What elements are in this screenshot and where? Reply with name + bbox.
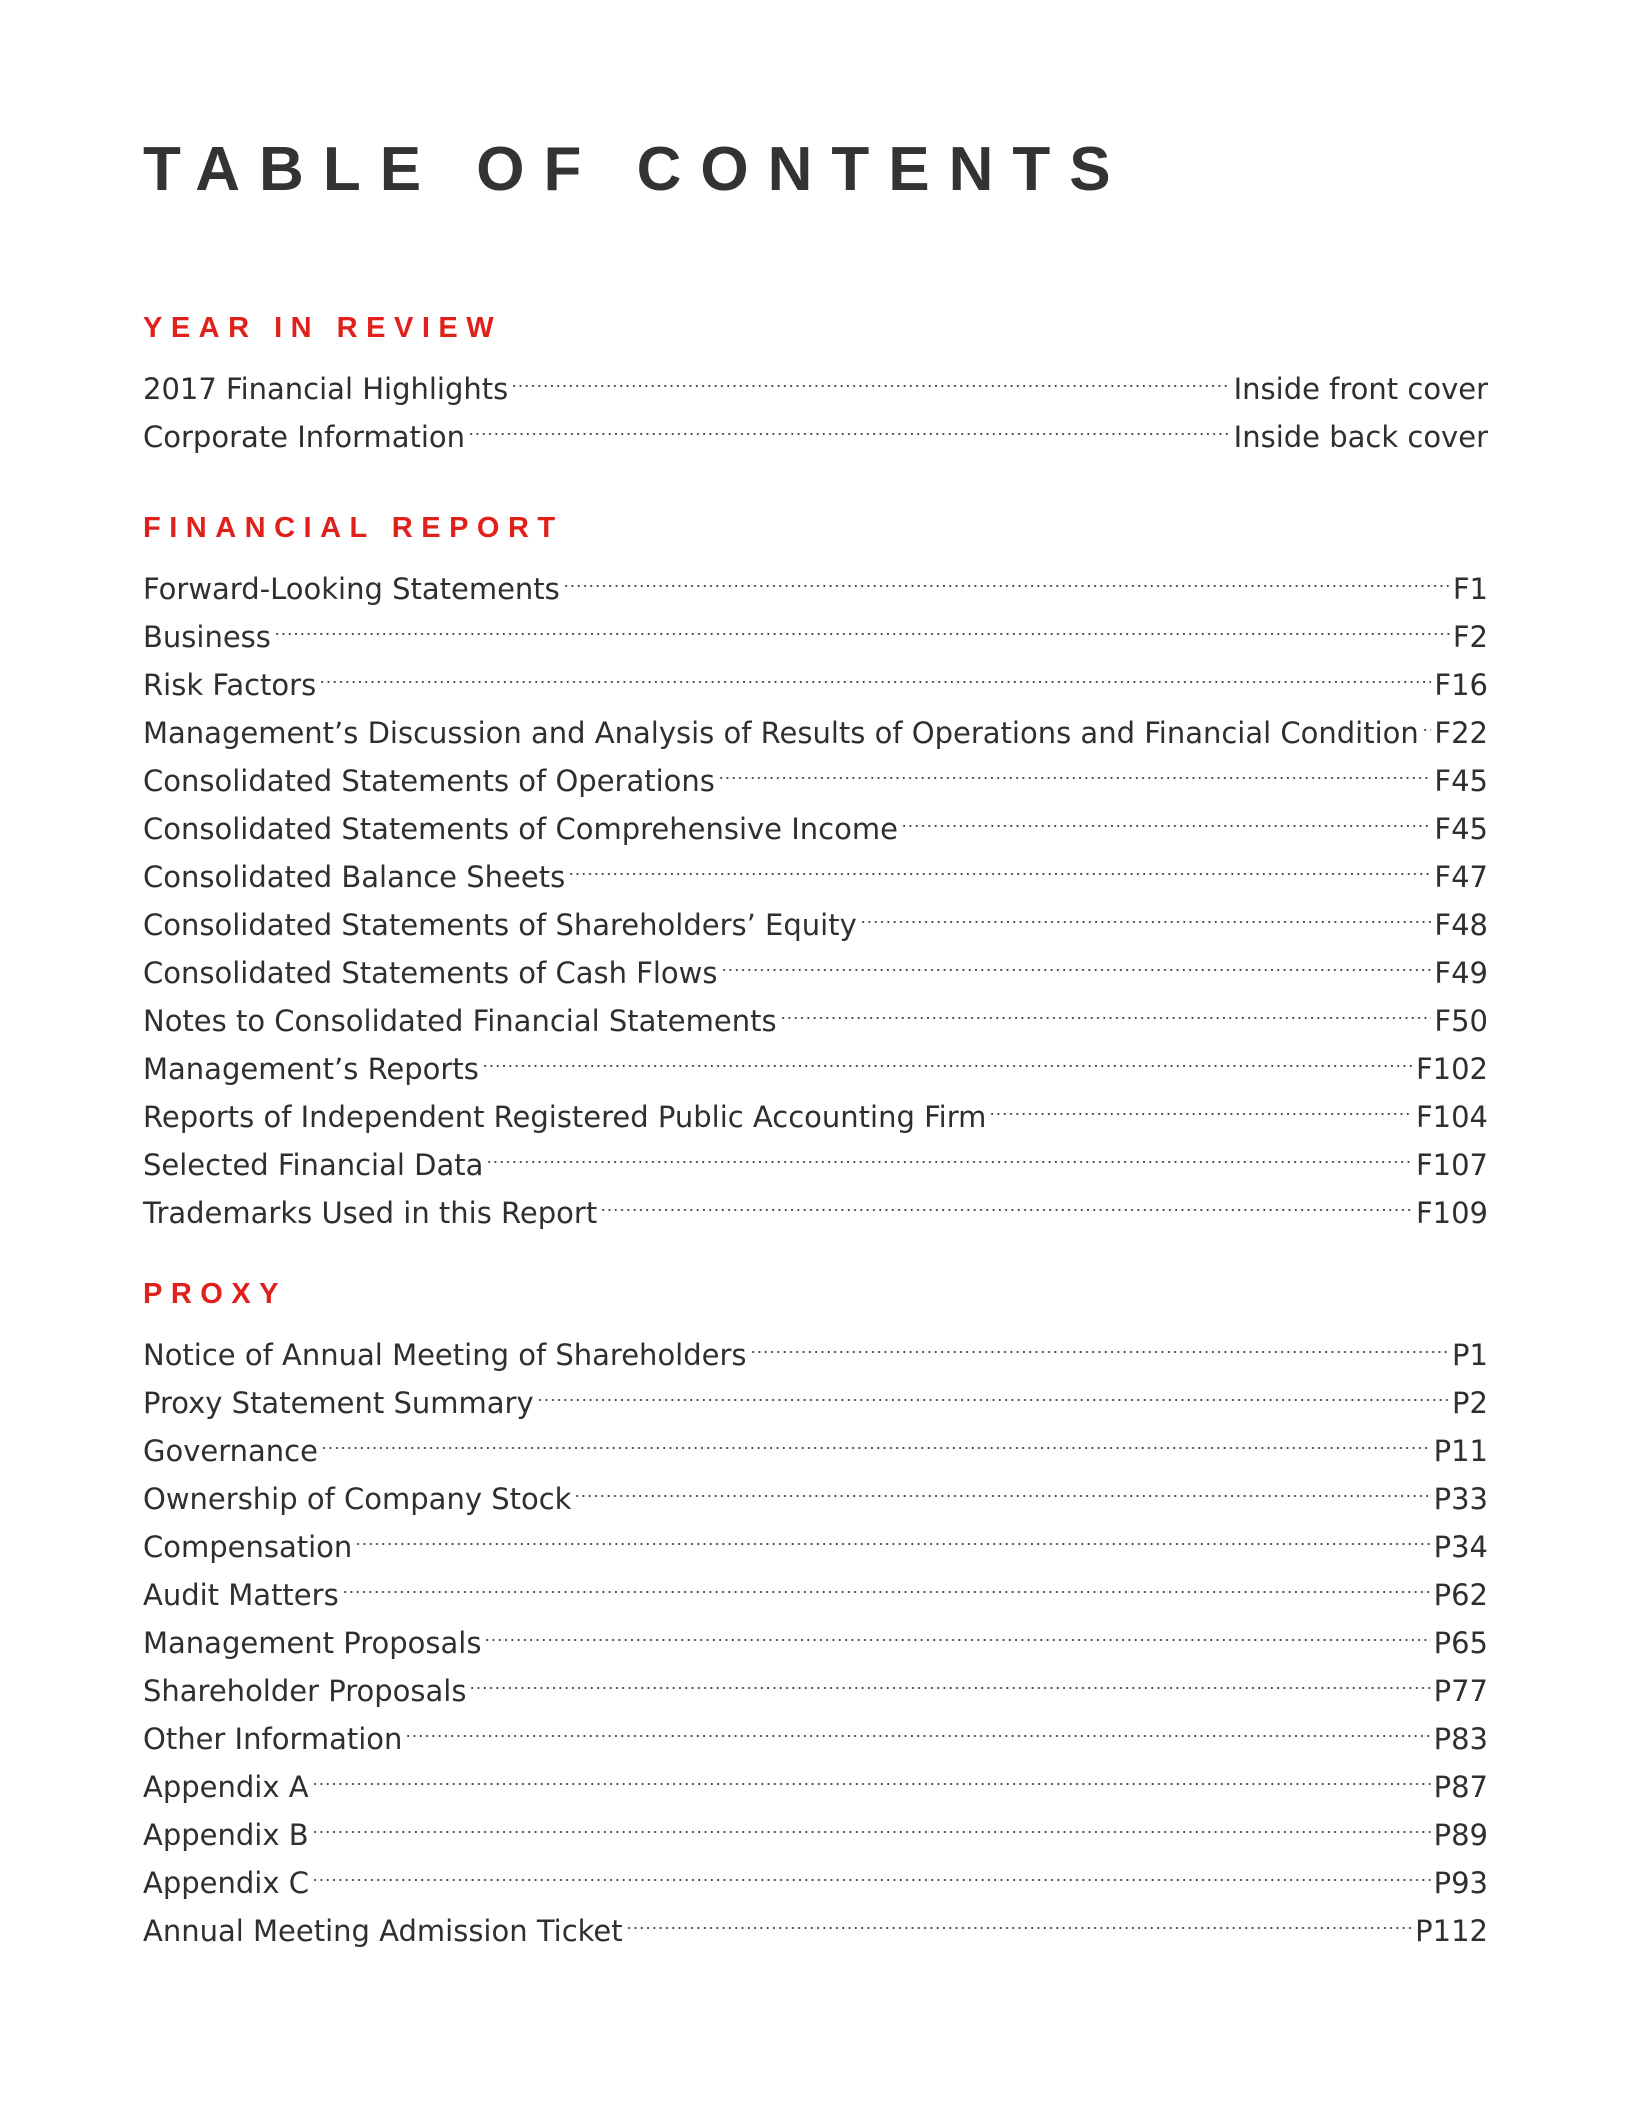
dot-leader	[482, 1031, 1413, 1079]
toc-entry-page: F47	[1434, 860, 1488, 894]
toc-entry-page: P11	[1433, 1434, 1488, 1468]
toc-entry-page: F102	[1415, 1052, 1488, 1086]
toc-entry-title: Risk Factors	[143, 668, 317, 702]
toc-entry-page: P77	[1433, 1674, 1488, 1708]
toc-entry-page: Inside front cover	[1233, 372, 1488, 406]
toc-entry-title: Business	[143, 620, 271, 654]
toc-entry[interactable]	[143, 351, 1488, 406]
toc-entry-page: F109	[1415, 1196, 1488, 1230]
toc-entry-page: F48	[1434, 908, 1488, 942]
toc-entry-page: Inside back cover	[1233, 420, 1488, 454]
toc-entry-title: Corporate Information	[143, 420, 466, 454]
dot-leader	[405, 1701, 1430, 1749]
toc-entry-title: Compensation	[143, 1530, 353, 1564]
toc-page	[143, 130, 1488, 1948]
dot-leader	[600, 1175, 1413, 1223]
dot-leader	[484, 1605, 1430, 1653]
toc-entry-page: F104	[1415, 1100, 1488, 1134]
toc-entry[interactable]	[143, 695, 1488, 750]
toc-entry-page: P62	[1433, 1578, 1488, 1612]
dot-leader	[718, 743, 1432, 791]
toc-entry-title: Appendix A	[143, 1770, 309, 1804]
toc-entry[interactable]	[143, 599, 1488, 654]
dot-leader	[312, 1749, 1431, 1797]
toc-entry-page: F16	[1434, 668, 1488, 702]
toc-entry-page: F107	[1415, 1148, 1488, 1182]
toc-entry-title: Shareholder Proposals	[143, 1674, 467, 1708]
toc-entries	[143, 1317, 1488, 1948]
toc-entry-page: P1	[1452, 1338, 1488, 1372]
toc-entry[interactable]	[143, 1797, 1488, 1852]
toc-entry[interactable]	[143, 1461, 1488, 1516]
toc-entries	[143, 351, 1488, 454]
dot-leader	[860, 887, 1432, 935]
dot-leader	[568, 839, 1431, 887]
toc-entry-title: Appendix C	[143, 1866, 309, 1900]
section-proxy	[143, 1276, 1488, 1948]
dot-leader	[469, 1653, 1430, 1701]
toc-entry[interactable]	[143, 1893, 1488, 1948]
toc-entry[interactable]	[143, 1413, 1488, 1468]
dot-leader	[989, 1079, 1413, 1127]
toc-entry-title: Proxy Statement Summary	[143, 1386, 534, 1420]
toc-entry-title: Forward-Looking Statements	[143, 572, 560, 606]
dot-leader	[574, 1461, 1430, 1509]
toc-entry-title: Governance	[143, 1434, 318, 1468]
toc-entry-page: P34	[1433, 1530, 1488, 1564]
toc-entry-title: Trademarks Used in this Report	[143, 1196, 598, 1230]
dot-leader	[721, 935, 1432, 983]
dot-leader	[321, 1413, 1431, 1461]
toc-entry-title: Notes to Consolidated Financial Statements	[143, 1004, 777, 1038]
dot-leader	[780, 983, 1432, 1031]
toc-entry-title: Management’s Reports	[143, 1052, 479, 1086]
toc-entry-title: Appendix B	[143, 1818, 309, 1852]
section-year-in-review	[143, 310, 1488, 454]
dot-leader	[342, 1557, 1431, 1605]
toc-entry-title: Ownership of Company Stock	[143, 1482, 572, 1516]
toc-entry-title: Notice of Annual Meeting of Shareholders	[143, 1338, 747, 1372]
toc-entries	[143, 551, 1488, 1230]
dot-leader	[312, 1797, 1431, 1845]
dot-leader	[486, 1127, 1413, 1175]
dot-leader	[319, 647, 1431, 695]
toc-entry-page: F1	[1452, 572, 1488, 606]
toc-entry-title: Consolidated Balance Sheets	[143, 860, 566, 894]
toc-entry-page: P89	[1433, 1818, 1488, 1852]
toc-entry-title: Management Proposals	[143, 1626, 482, 1660]
toc-entry[interactable]	[143, 1557, 1488, 1612]
dot-leader	[750, 1317, 1450, 1365]
section-financial-report	[143, 510, 1488, 1230]
toc-entry[interactable]	[143, 1605, 1488, 1660]
dot-leader	[468, 399, 1231, 447]
dot-leader	[511, 351, 1230, 399]
toc-entry-page: F22	[1434, 716, 1488, 750]
toc-entry-page: F49	[1434, 956, 1488, 990]
toc-entry-title: 2017 Financial Highlights	[143, 372, 509, 406]
toc-entry-page: F2	[1452, 620, 1488, 654]
toc-entry[interactable]	[143, 1317, 1488, 1372]
toc-entry-page: F50	[1434, 1004, 1488, 1038]
toc-entry-page: P2	[1452, 1386, 1488, 1420]
dot-leader	[355, 1509, 1430, 1557]
toc-entry[interactable]	[143, 1845, 1488, 1900]
toc-entry-page: F45	[1434, 764, 1488, 798]
section-heading: YEAR IN REVIEW	[143, 312, 503, 344]
toc-entry-title: Other Information	[143, 1722, 403, 1756]
toc-entry-page: P33	[1433, 1482, 1488, 1516]
dot-leader	[1422, 695, 1432, 743]
section-heading: PROXY	[143, 1278, 288, 1310]
toc-entry-page: P112	[1415, 1914, 1488, 1948]
toc-entry-page: P83	[1433, 1722, 1488, 1756]
toc-entry[interactable]	[143, 1749, 1488, 1804]
toc-entry-title: Consolidated Statements of Comprehensive Income	[143, 812, 898, 846]
toc-entry-page: P65	[1433, 1626, 1488, 1660]
dot-leader	[626, 1893, 1413, 1941]
toc-entry-title: Selected Financial Data	[143, 1148, 484, 1182]
toc-entry[interactable]	[143, 647, 1488, 702]
dot-leader	[274, 599, 1450, 647]
toc-entry-title: Annual Meeting Admission Ticket	[143, 1914, 623, 1948]
toc-entry-page: P93	[1433, 1866, 1488, 1900]
toc-entry-title: Management’s Discussion and Analysis of Results of Operations and Financial Condition	[143, 716, 1419, 750]
toc-entry[interactable]	[143, 551, 1488, 606]
toc-entry-title: Consolidated Statements of Cash Flows	[143, 956, 718, 990]
toc-entry-page: P87	[1433, 1770, 1488, 1804]
page-title: TABLE OF CONTENTS	[143, 135, 1130, 204]
dot-leader	[901, 791, 1431, 839]
toc-entry-title: Consolidated Statements of Shareholders’ Equity	[143, 908, 857, 942]
dot-leader	[563, 551, 1450, 599]
dot-leader	[537, 1365, 1449, 1413]
section-heading: FINANCIAL REPORT	[143, 512, 564, 544]
toc-entry-title: Consolidated Statements of Operations	[143, 764, 715, 798]
toc-entry-title: Reports of Independent Registered Public Accounting Firm	[143, 1100, 987, 1134]
toc-entry-page: F45	[1434, 812, 1488, 846]
dot-leader	[312, 1845, 1431, 1893]
toc-entry-title: Audit Matters	[143, 1578, 339, 1612]
